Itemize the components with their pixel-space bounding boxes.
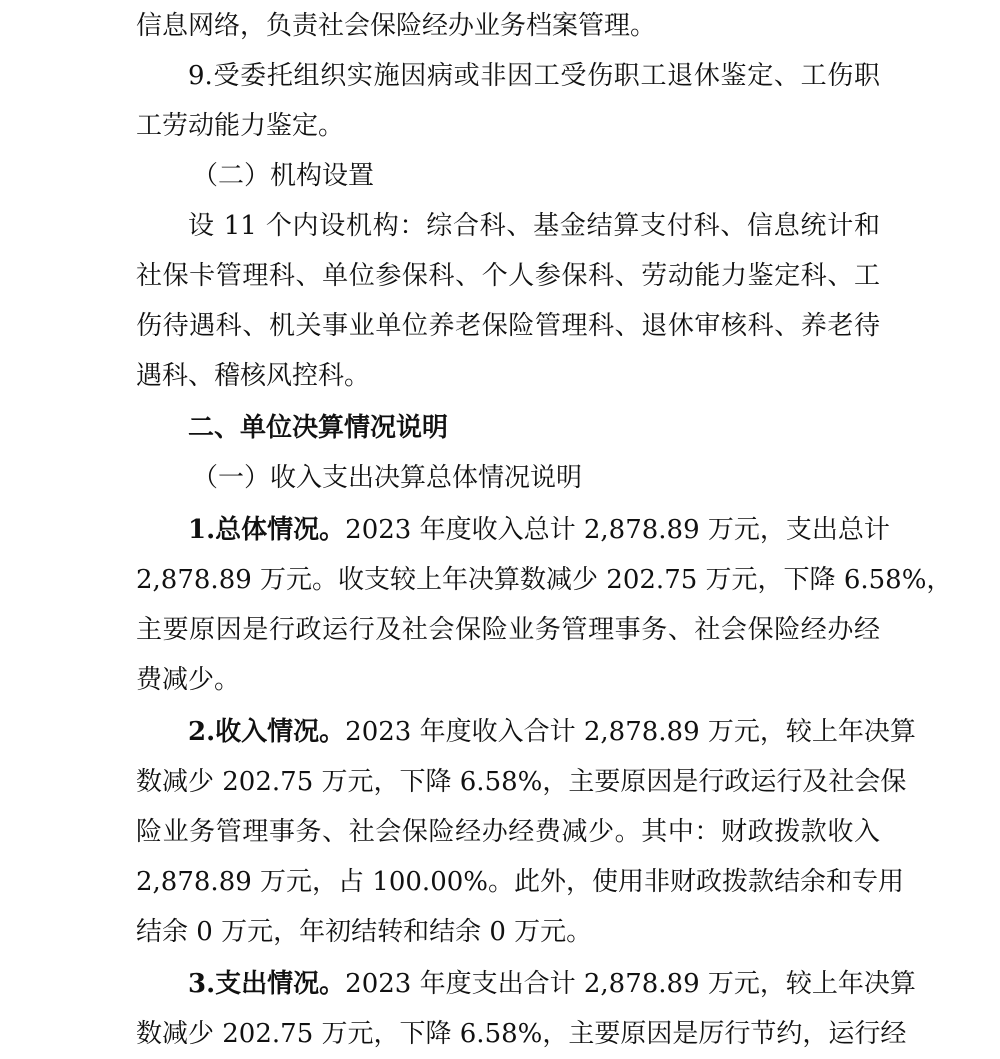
paragraph-line: 2,878.89 万元。收支较上年决算数减少 202.75 万元，下降 6.58%， bbox=[136, 565, 953, 595]
paragraph-line: 2,878.89 万元，占 100.00%。此外，使用非财政拨款结余和专用 bbox=[136, 867, 904, 897]
paragraph-line: 工劳动能力鉴定。 bbox=[136, 111, 345, 141]
paragraph-line: 主要原因是行政运行及社会保险业务管理事务、社会保险经办经 bbox=[136, 615, 880, 645]
paragraph-line: 设 11 个内设机构：综合科、基金结算支付科、信息统计和 bbox=[188, 211, 880, 241]
paragraph-line: 伤待遇科、机关事业单位养老保险管理科、退休审核科、养老待 bbox=[136, 311, 880, 341]
paragraph-line: 费减少。 bbox=[136, 665, 241, 695]
section-subheading: （一）收入支出决算总体情况说明 bbox=[192, 463, 583, 493]
paragraph-line: 信息网络，负责社会保险经办业务档案管理。 bbox=[136, 11, 657, 41]
section-heading: 二、单位决算情况说明 bbox=[188, 413, 449, 443]
section-subheading: （二）机构设置 bbox=[192, 161, 375, 191]
paragraph-line bbox=[136, 964, 916, 1004]
paragraph-line: 结余 0 万元，年初结转和结余 0 万元。 bbox=[136, 917, 593, 947]
paragraph-lead: 3.支出情况。 bbox=[188, 969, 346, 999]
paragraph-line bbox=[136, 712, 916, 752]
paragraph-line bbox=[136, 510, 890, 550]
paragraph-line: 9.受委托组织实施因病或非因工受伤职工退休鉴定、工伤职 bbox=[188, 61, 880, 91]
paragraph-line: 数减少 202.75 万元，下降 6.58%，主要原因是行政运行及社会保 bbox=[136, 767, 907, 797]
paragraph-line: 遇科、稽核风控科。 bbox=[136, 361, 371, 391]
paragraph-text: 2023 年度收入总计 2,878.89 万元，支出总计 bbox=[345, 515, 890, 545]
paragraph-lead: 2.收入情况。 bbox=[188, 717, 346, 747]
paragraph-text: 2023 年度收入合计 2,878.89 万元，较上年决算 bbox=[345, 717, 916, 747]
paragraph-text: 2023 年度支出合计 2,878.89 万元，较上年决算 bbox=[345, 969, 916, 999]
paragraph-line: 社保卡管理科、单位参保科、个人参保科、劳动能力鉴定科、工 bbox=[136, 261, 880, 291]
paragraph-lead: 1.总体情况。 bbox=[188, 515, 346, 545]
paragraph-line: 险业务管理事务、社会保险经办经费减少。其中：财政拨款收入 bbox=[136, 817, 880, 847]
paragraph-line: 数减少 202.75 万元，下降 6.58%，主要原因是厉行节约，运行经 bbox=[136, 1019, 907, 1049]
